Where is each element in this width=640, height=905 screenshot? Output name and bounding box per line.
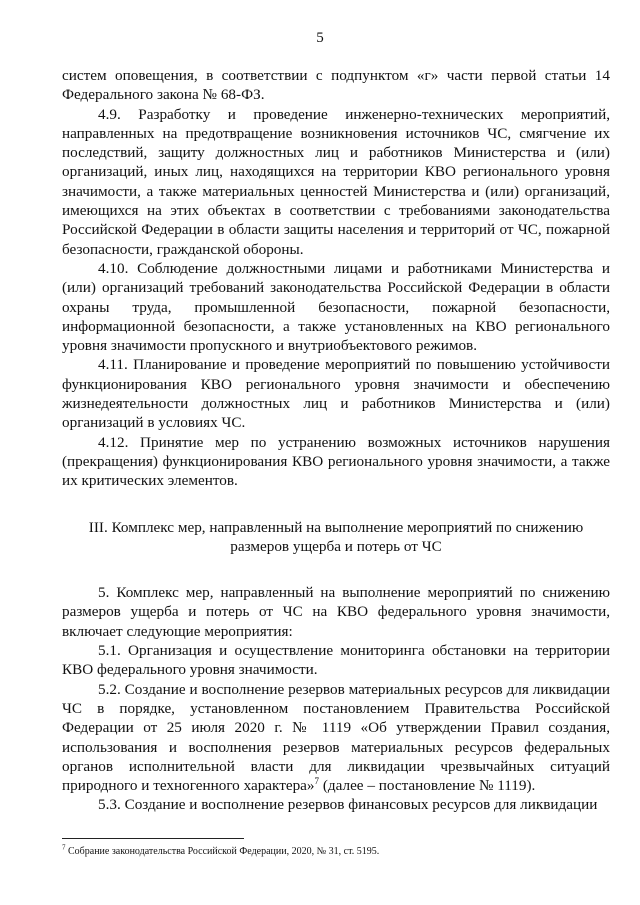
page-number: 5	[316, 30, 324, 46]
document-body	[62, 66, 610, 815]
footnote-divider	[62, 838, 244, 839]
section-heading-line-1: III. Комплекс мер, направленный на выполнение мероприятий по снижению	[88, 518, 584, 536]
footnote-reference: 7	[314, 776, 320, 787]
paragraph-5-2-tail: (далее – постановление № 1119).	[319, 777, 536, 795]
paragraph-4-10: 4.10. Соблюдение должностными лицами и работниками Министерства и (или) организаций требований законодательства Российской Федерации в области охраны труда, промышленной безопасности, пожарной безопасности, информационной безопасности, а также установленных на КВО регионального уровня значимости пропускного и внутриобъектового режимов.	[62, 259, 610, 355]
paragraph-continuation: систем оповещения, в соответствии с подпунктом «г» части первой статьи 14 Федерального закона № 68-ФЗ.	[62, 67, 610, 104]
footnote-text: Собрание законодательства Российской Федерации, 2020, № 31, ст. 5195.	[65, 846, 380, 857]
footnote	[62, 845, 610, 858]
section-heading-line-2: размеров ущерба и потерь от ЧС	[230, 537, 442, 555]
section-heading-iii	[62, 518, 610, 557]
paragraph-5: 5. Комплекс мер, направленный на выполнение мероприятий по снижению размеров ущерба и потерь от ЧС на КВО федерального уровня значимости, включает следующие мероприятия:	[62, 584, 610, 640]
paragraph-5-3: 5.3. Создание и восполнение резервов финансовых ресурсов для ликвидации	[98, 796, 598, 814]
paragraph-4-9: 4.9. Разработку и проведение инженерно-технических мероприятий, направленных на предотвращение возникновения источников ЧС, смягчение их последствий, защиту должностных лиц и работников Министерства и (или) организаций, иных лиц, находящихся на территории КВО регионального уровня значимости, а также материальных ценностей Министерства и (или) организаций, имеющихся на этих объектах в соответствии с требованиями законодательства Российской Федерации в области защиты населения и территорий от ЧС, пожарной безопасности, гражданской обороны.	[62, 105, 610, 258]
paragraph-5-2-text: 5.2. Создание и восполнение резервов материальных ресурсов для ликвидации ЧС в порядке, установленном постановлением Правительства Российской Федерации от 25 июля 2020 г. № 1119 «Об утверждении Правил создания, использования и восполнения резервов материальных ресурсов федеральных органов исполнительной власти для ликвидации чрезвычайных ситуаций природного и техногенного характера»	[62, 680, 610, 795]
footnote-marker: 7	[62, 843, 66, 852]
paragraph-5-2	[62, 680, 610, 796]
paragraph-5-1: 5.1. Организация и осуществление мониторинга обстановки на территории КВО федерального уровня значимости.	[62, 642, 610, 679]
paragraph-4-12: 4.12. Принятие мер по устранению возможных источников нарушения (прекращения) функционирования КВО регионального уровня значимости, а также их критических элементов.	[62, 433, 610, 490]
paragraph-4-11: 4.11. Планирование и проведение мероприятий по повышению устойчивости функционирования КВО регионального уровня значимости и обеспечению жизнедеятельности должностных лиц и работников Министерства и (или) организаций в условиях ЧС.	[62, 356, 610, 432]
